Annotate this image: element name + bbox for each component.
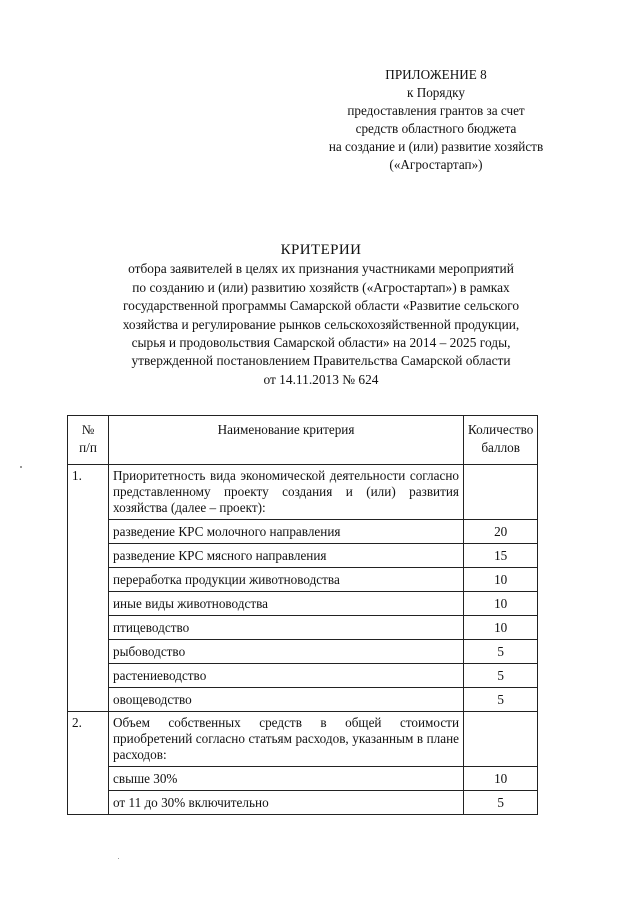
appendix-title: ПРИЛОЖЕНИЕ 8 [385,67,487,82]
header-num-label: № [81,422,95,437]
criterion-points: 10 [464,568,538,592]
column-header-num [68,416,109,465]
appendix-line: на создание и (или) развитие хозяйств [328,139,544,154]
criterion-name: переработка продукции животноводства [109,568,464,592]
appendix-line: средств областного бюджета [355,121,517,136]
heading-line: государственной программы Самарской области «Развитие сельского [122,298,520,314]
heading-line: сырья и продовольствия Самарской области» на 2014 – 2025 годы, [131,335,511,351]
appendix-line: к Порядку [406,85,465,100]
criterion-name: птицеводство [109,616,464,640]
heading-line: хозяйства и регулирование рынков сельскохозяйственной продукции, [122,316,520,332]
criterion-points: 5 [464,664,538,688]
section-title: Приоритетность вида экономической деятельности согласно представленному проекту создания и (или) развития хозяйства (далее – проект): [109,465,464,520]
criteria-heading [60,241,582,389]
criterion-name: овощеводство [109,688,464,712]
column-header-points [464,416,538,465]
scan-speck [118,858,119,859]
criterion-points: 20 [464,520,538,544]
heading-line: утвержденной постановлением Правительства Самарской области [131,353,511,369]
header-points-label: Количество [468,422,534,437]
criterion-name: свыше 30% [109,767,464,791]
criterion-name: иные виды животноводства [109,592,464,616]
criterion-points: 5 [464,640,538,664]
table-header-row [68,416,538,465]
table-row [68,592,538,616]
section-number: 2. [68,712,109,815]
table-row [68,568,538,592]
table-row [68,520,538,544]
table-row [68,791,538,815]
document-title: КРИТЕРИИ [280,242,362,258]
criteria-table [67,415,538,815]
table-row [68,688,538,712]
criterion-points: 10 [464,616,538,640]
criterion-name: от 11 до 30% включительно [109,791,464,815]
criterion-points: 15 [464,544,538,568]
section-row [68,465,538,520]
header-points-sublabel: баллов [481,440,521,455]
section-points-empty [464,712,538,767]
appendix-line: предоставления грантов за счет [347,103,525,118]
heading-line: отбора заявителей в целях их признания участниками мероприятий [128,261,514,277]
column-header-name: Наименование критерия [109,416,464,465]
criterion-name: разведение КРС мясного направления [109,544,464,568]
table-row [68,640,538,664]
appendix-line: («Агростартап») [389,157,483,172]
scan-speck [20,466,22,468]
section-row [68,712,538,767]
table-row [68,767,538,791]
criterion-points: 5 [464,791,538,815]
section-number: 1. [68,465,109,712]
criterion-name: рыбоводство [109,640,464,664]
criterion-name: растениеводство [109,664,464,688]
criterion-points: 5 [464,688,538,712]
section-title: Объем собственных средств в общей стоимости приобретений согласно статьям расходов, указанным в плане расходов: [109,712,464,767]
table-row [68,544,538,568]
criterion-points: 10 [464,592,538,616]
heading-line: от 14.11.2013 № 624 [263,371,379,387]
heading-line: по созданию и (или) развитию хозяйств («Агростартап») в рамках [132,279,510,295]
appendix-header [300,66,572,174]
table-row [68,616,538,640]
criterion-points: 10 [464,767,538,791]
header-num-sublabel: п/п [79,440,97,455]
criterion-name: разведение КРС молочного направления [109,520,464,544]
section-points-empty [464,465,538,520]
table-row [68,664,538,688]
